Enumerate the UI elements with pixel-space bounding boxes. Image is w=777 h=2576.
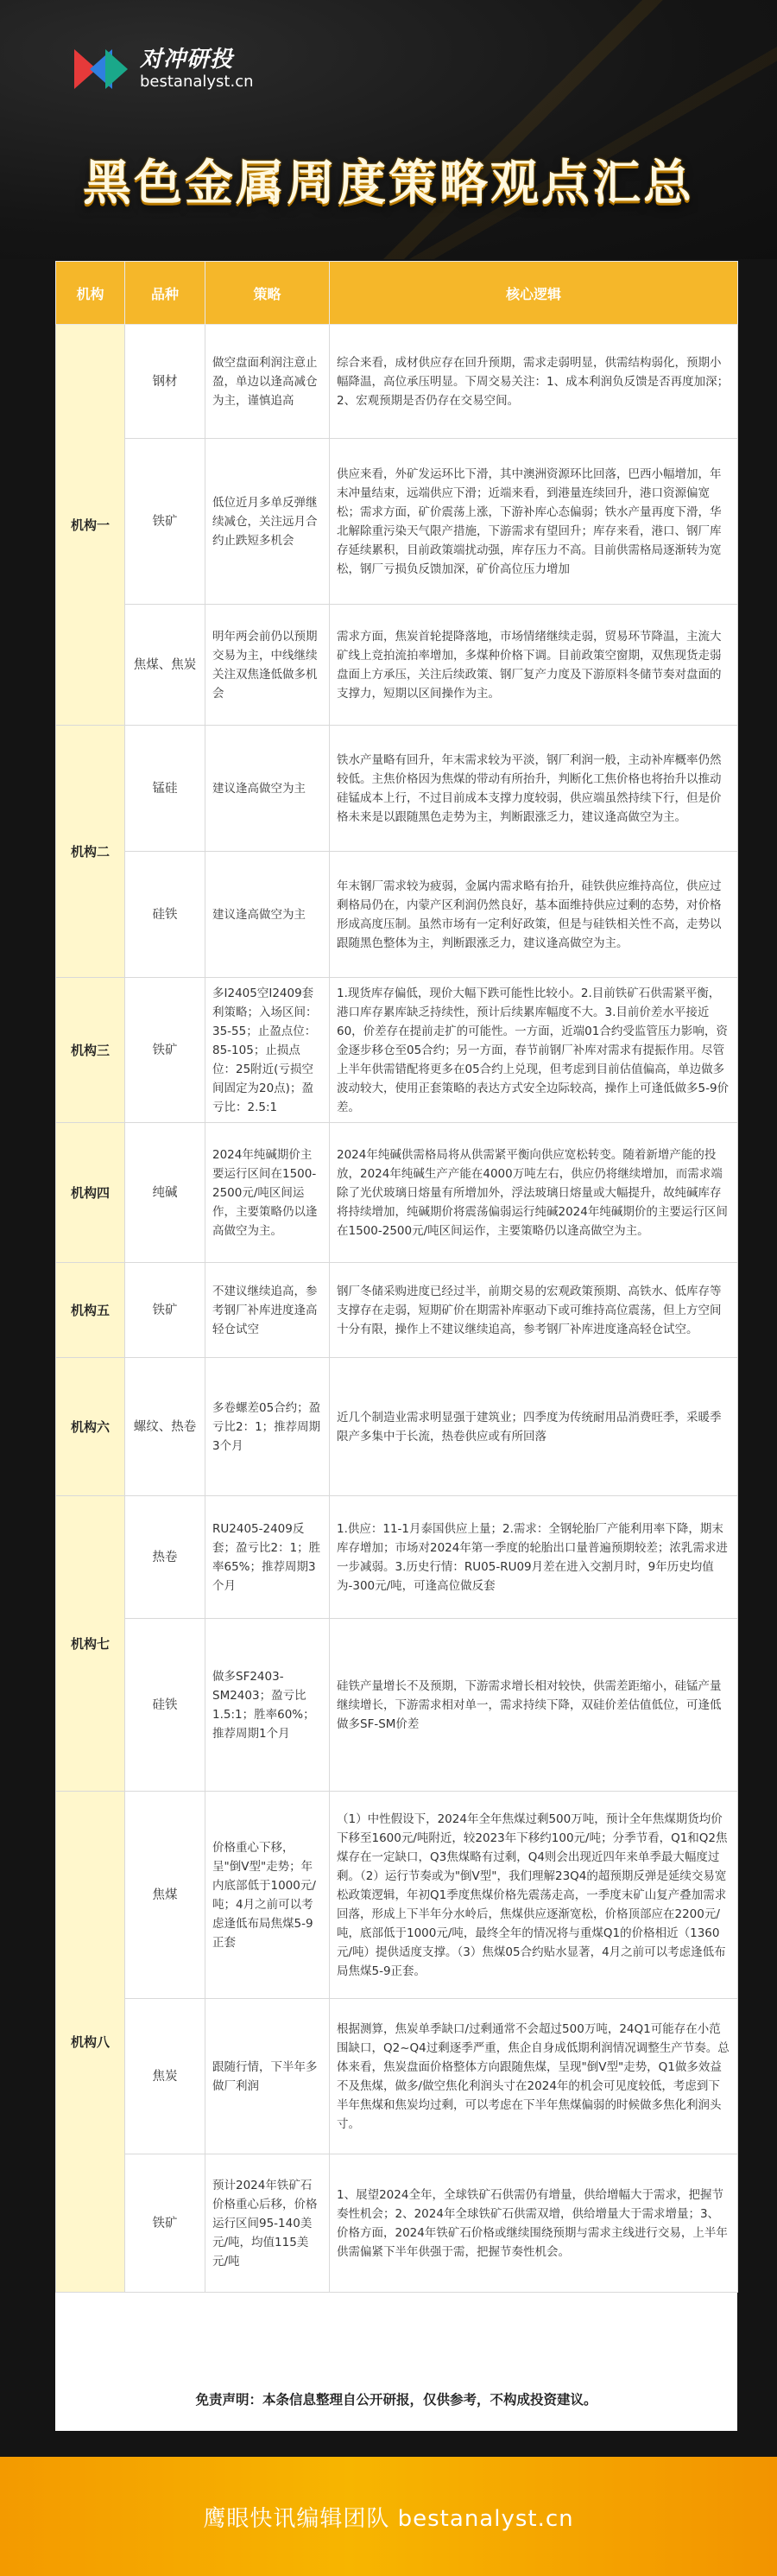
- logic-cell: 铁水产量略有回升，年末需求较为平淡，钢厂利润一般，主动补库概率仍然较低。主焦价格因为焦煤的带动有所抬升，判断化工焦价格也将抬升以推动硅锰成本上行，不过目前成本支撑力度较弱，供应端虽然持续下行，但是价格未来是以跟随黑色走势为主，判断跟涨乏力，建议逢高做空为主。: [330, 726, 738, 852]
- strategy-cell: 建议逢高做空为主: [205, 852, 330, 978]
- logic-cell: 钢厂冬储采购进度已经过半，前期交易的宏观政策预期、高铁水、低库存等支撑存在走弱，短期矿价在期需补库驱动下或可维持高位震荡，但上方空间十分有限，操作上不建议继续追高，参考钢厂补库进度逢高轻仓试空。: [330, 1263, 738, 1358]
- strategy-cell: 预计2024年铁矿石价格重心后移，价格运行区间95-140美元/吨，均值115美元/吨: [205, 2154, 330, 2293]
- brand-logo[interactable]: [74, 43, 254, 95]
- variety-cell: 锰硅: [125, 726, 205, 852]
- hero-banner: [0, 0, 777, 259]
- logic-cell: 近几个制造业需求明显强于建筑业；四季度为传统耐用品消费旺季，采暖季限产多集中于长流，热卷供应或有所回落: [330, 1358, 738, 1496]
- org-cell: 机构八: [56, 1792, 125, 2293]
- brand-name-en: bestanalyst.cn: [140, 73, 254, 91]
- table-row: [56, 1999, 738, 2154]
- table-row: [56, 1619, 738, 1792]
- table-row: [56, 1496, 738, 1619]
- strategy-cell: 多卷螺差05合约；盈亏比2：1；推荐周期3个月: [205, 1358, 330, 1496]
- logic-cell: （1）中性假设下，2024年全年焦煤过剩500万吨，预计全年焦煤期货均价下移至1600元/吨附近，较2023年下移约100元/吨；分季节看，Q1和Q2焦煤存在一定缺口，Q3焦煤略有过剩，Q4则会出现近四年来单季最大幅度过剩。（2）运行节奏或为"倒V型"，我们理解23Q4的超预期反弹是延续交易宽松政策逻辑，年初Q1季度焦煤价格先震荡走高，一季度末矿山复产叠加需求回落，形成上下半年分水岭后，焦煤供应逐渐宽松，价格顶部应在2200元/吨，底部低于1000元/吨，最终全年的情况将与重煤Q1的价格相近（1360元/吨）提供适度支撑。（3）焦煤05合约贴水显著，4月之前可以考虑逢低布局焦煤5-9正套。: [330, 1792, 738, 1999]
- header-strategy: 策略: [205, 262, 330, 325]
- variety-cell: 硅铁: [125, 1619, 205, 1792]
- strategy-table: [55, 261, 738, 2293]
- table-row: [56, 325, 738, 439]
- strategy-cell: 多I2405空I2409套利策略；入场区间：35-55；止盈点位：85-105；止损点位：25附近(亏损空间固定为20点)；盈亏比：2.5:1: [205, 978, 330, 1123]
- header-variety: 品种: [125, 262, 205, 325]
- strategy-cell: 做空盘面利润注意止盈，单边以逢高减仓为主，谨慎追高: [205, 325, 330, 439]
- strategy-cell: 不建议继续追高，参考钢厂补库进度逢高轻仓试空: [205, 1263, 330, 1358]
- variety-cell: 铁矿: [125, 1263, 205, 1358]
- table-row: [56, 439, 738, 605]
- strategy-cell: 价格重心下移，呈"倒V型"走势；年内底部低于1000元/吨；4月之前可以考虑逢低布局焦煤5-9正套: [205, 1792, 330, 1999]
- logic-cell: 1.供应：11-1月泰国供应上量；2.需求：全钢轮胎厂产能利用率下降，期末库存增加；市场对2024年第一季度的轮胎出口量普遍预期较差；浓乳需求进一步减弱。3.历史行情：RU05-RU09月差在进入交割月时，9年历史均值为-300元/吨，可逢高位做反套: [330, 1496, 738, 1619]
- org-cell: 机构六: [56, 1358, 125, 1496]
- table-row: [56, 852, 738, 978]
- logic-cell: 需求方面，焦炭首轮提降落地，市场情绪继续走弱，贸易环节降温，主流大矿线上竞拍流拍率增加，多煤种价格下调。目前政策空窗期，双焦现货走弱盘面上方承压，关注后续政策、钢厂复产力度及下游原料冬储节奏对盘面的支撑力，短期以区间操作为主。: [330, 605, 738, 726]
- variety-cell: 焦煤、焦炭: [125, 605, 205, 726]
- variety-cell: 螺纹、热卷: [125, 1358, 205, 1496]
- strategy-cell: 明年两会前仍以预期交易为主，中线继续关注双焦逢低做多机会: [205, 605, 330, 726]
- logic-cell: 供应来看，外矿发运环比下滑，其中澳洲资源环比回落，巴西小幅增加，年末冲量结束，远端供应下滑；近端来看，到港量连续回升，港口资源偏宽松；需求方面，矿价震荡上涨，下游补库心态偏弱；铁水产量再度下滑，华北解除重污染天气限产措施，下游需求有望回升；库存来看，港口、钢厂库存延续累积，目前政策端扰动强，库存压力不高。目前供需格局逐渐转为宽松，钢厂亏损负反馈加深，矿价高位压力增加: [330, 439, 738, 605]
- table-row: [56, 1358, 738, 1496]
- strategy-cell: 2024年纯碱期价主要运行区间在1500-2500元/吨区间运作，主要策略仍以逢高做空为主。: [205, 1123, 330, 1263]
- table-row: [56, 1263, 738, 1358]
- footer-text: 鹰眼快讯编辑团队 bestanalyst.cn: [203, 2505, 574, 2532]
- table-row: [56, 2154, 738, 2293]
- strategy-cell: 做多SF2403-SM2403；盈亏比1.5:1；胜率60%；推荐周期1个月: [205, 1619, 330, 1792]
- logic-cell: 硅铁产量增长不及预期，下游需求增长相对较快，供需差距缩小，硅锰产量继续增长，下游需求相对单一，需求持续下降，双硅价差估值低位，可逢低做多SF-SM价差: [330, 1619, 738, 1792]
- variety-cell: 铁矿: [125, 978, 205, 1123]
- variety-cell: 热卷: [125, 1496, 205, 1619]
- org-cell: 机构七: [56, 1496, 125, 1792]
- header-org: 机构: [56, 262, 125, 325]
- table-row: [56, 1123, 738, 1263]
- org-cell: 机构三: [56, 978, 125, 1123]
- variety-cell: 焦煤: [125, 1792, 205, 1999]
- logic-cell: 年末钢厂需求较为疲弱，金属内需求略有抬升，硅铁供应维持高位，供应过剩格局仍在，内蒙产区利润仍然良好，基本面维持供应过剩的态势，对价格形成高度压制。虽然市场有一定利好政策，但是与硅铁相关性不高，走势以跟随黑色整体为主，判断跟涨乏力，建议逢高做空为主。: [330, 852, 738, 978]
- strategy-cell: 跟随行情，下半年多做厂利润: [205, 1999, 330, 2154]
- variety-cell: 铁矿: [125, 2154, 205, 2293]
- variety-cell: 钢材: [125, 325, 205, 439]
- logic-cell: 根据测算，焦炭单季缺口/过剩通常不会超过500万吨，24Q1可能存在小范围缺口，Q2~Q4过剩逐季严重，焦企自身成低期利润情况调整生产节奏。总体来看，焦炭盘面价格整体方向跟随焦煤，呈现"倒V型"走势，Q1做多效益不及焦煤，做多/做空焦化利润头寸在2024年的机会可见度较低，考虑到下半年焦煤和焦炭均过剩，可以考虑在下半年焦煤偏弱的时候做多焦化利润头寸。: [330, 1999, 738, 2154]
- strategy-table-panel: [55, 261, 737, 2431]
- logic-cell: 1、展望2024全年，全球铁矿石供需仍有增量，供给增幅大于需求，把握节奏性机会；2、2024年全球铁矿石供需双增，供给增量大于需求增量；3、价格方面，2024年铁矿石价格或继续围绕预期与需求主线进行交易，上半年供需偏紧下半年供强于需，把握节奏性机会。: [330, 2154, 738, 2293]
- logic-cell: 2024年纯碱供需格局将从供需紧平衡向供应宽松转变。随着新增产能的投放，2024年纯碱生产产能在4000万吨左右，供应仍将继续增加，而需求端除了光伏玻璃日熔量有所增加外，浮法玻璃日熔量或大幅提升，故纯碱库存将持续增加，纯碱期价将震荡偏弱运行纯碱2024年纯碱期价的主要运行区间在1500-2500元/吨区间运作，主要策略仍以逢高做空为主。: [330, 1123, 738, 1263]
- variety-cell: 铁矿: [125, 439, 205, 605]
- header-logic: 核心逻辑: [330, 262, 738, 325]
- org-cell: 机构一: [56, 325, 125, 726]
- strategy-cell: 低位近月多单反弹继续减仓，关注远月合约止跌短多机会: [205, 439, 330, 605]
- org-cell: 机构二: [56, 726, 125, 978]
- logic-cell: 综合来看，成材供应存在回升预期，需求走弱明显，供需结构弱化，预期小幅降温，高位承压明显。下周交易关注：1、成本利润负反馈是否再度加深；2、宏观预期是否仍存在交易空间。: [330, 325, 738, 439]
- variety-cell: 焦炭: [125, 1999, 205, 2154]
- page-title: 黑色金属周度策略观点汇总: [83, 155, 694, 212]
- disclaimer: 免责声明：本条信息整理自公开研报，仅供参考，不构成投资建议。: [55, 2367, 737, 2431]
- table-row: [56, 978, 738, 1123]
- brand-name-cn: 对冲研投: [140, 47, 234, 73]
- variety-cell: 纯碱: [125, 1123, 205, 1263]
- strategy-cell: RU2405-2409反套；盈亏比2：1；胜率65%；推荐周期3个月: [205, 1496, 330, 1619]
- logo-mark-icon: [74, 49, 131, 89]
- table-row: [56, 726, 738, 852]
- strategy-cell: 建议逢高做空为主: [205, 726, 330, 852]
- logo-text: [140, 47, 254, 92]
- org-cell: 机构四: [56, 1123, 125, 1263]
- variety-cell: 硅铁: [125, 852, 205, 978]
- org-cell: 机构五: [56, 1263, 125, 1358]
- logic-cell: 1.现货库存偏低，现价大幅下跌可能性比较小。2.目前铁矿石供需紧平衡，港口库存累库缺乏持续性，预计后续累库幅度不大。3.目前价差水平接近60，价差存在提前走扩的可能性。一方面，近端01合约受监管压力影响，资金逐步移仓至05合约；另一方面，春节前钢厂补库对需求有提振作用。尽管上半年供需错配将更多在05合约上兑现，但考虑到目前估值偏高，单边做多波动较大，使用正套策略的表达方式安全边际较高，操作上可逢低做多5-9价差。: [330, 978, 738, 1123]
- footer-banner: [0, 2457, 777, 2576]
- table-row: [56, 605, 738, 726]
- table-row: [56, 1792, 738, 1999]
- table-header-row: [56, 262, 738, 325]
